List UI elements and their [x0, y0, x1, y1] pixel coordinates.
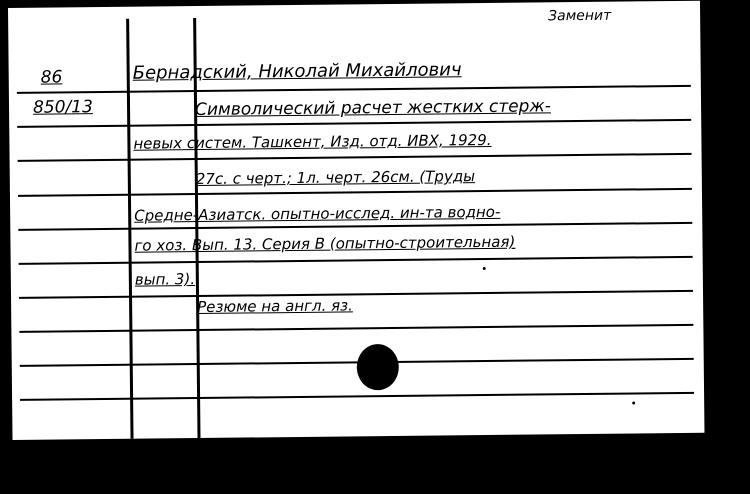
- series-line-2: го хоз. Вып. 13. Серия В (опытно-строительная): [134, 232, 516, 255]
- stamp-text: Заменит: [548, 7, 612, 25]
- note-line: Резюме на англ. яз.: [197, 296, 353, 317]
- catalog-card: [8, 1, 704, 440]
- series-line-3: вып. 3).: [134, 270, 196, 289]
- ruled-line: [17, 85, 691, 94]
- ruled-line: [18, 153, 692, 162]
- ruled-line: [19, 256, 693, 265]
- punch-hole: [357, 344, 399, 390]
- ruled-line: [19, 324, 693, 333]
- shelfmark-bottom: 850/13: [32, 97, 93, 118]
- title-line-2: невых систем. Ташкент, Изд. отд. ИВХ, 1929.: [133, 130, 492, 153]
- ruled-line: [18, 188, 692, 197]
- series-line-1: Средне-Азиатск. опытно-исслед. ин-та водно-: [134, 202, 501, 225]
- ruled-line: [18, 222, 692, 231]
- ink-speck: [632, 401, 635, 404]
- ruled-line: [20, 392, 694, 401]
- title-line-1: Символический расчет жестких стерж-: [194, 96, 551, 121]
- ink-speck: [483, 267, 486, 270]
- ruled-line: [19, 290, 693, 299]
- collation-line: 27с. с черт.; 1л. черт. 26см. (Труды: [195, 167, 476, 189]
- ruled-line: [17, 119, 691, 128]
- author-line: Бернадский, Николай Михайлович: [132, 59, 462, 84]
- shelfmark-top: 86: [40, 67, 63, 88]
